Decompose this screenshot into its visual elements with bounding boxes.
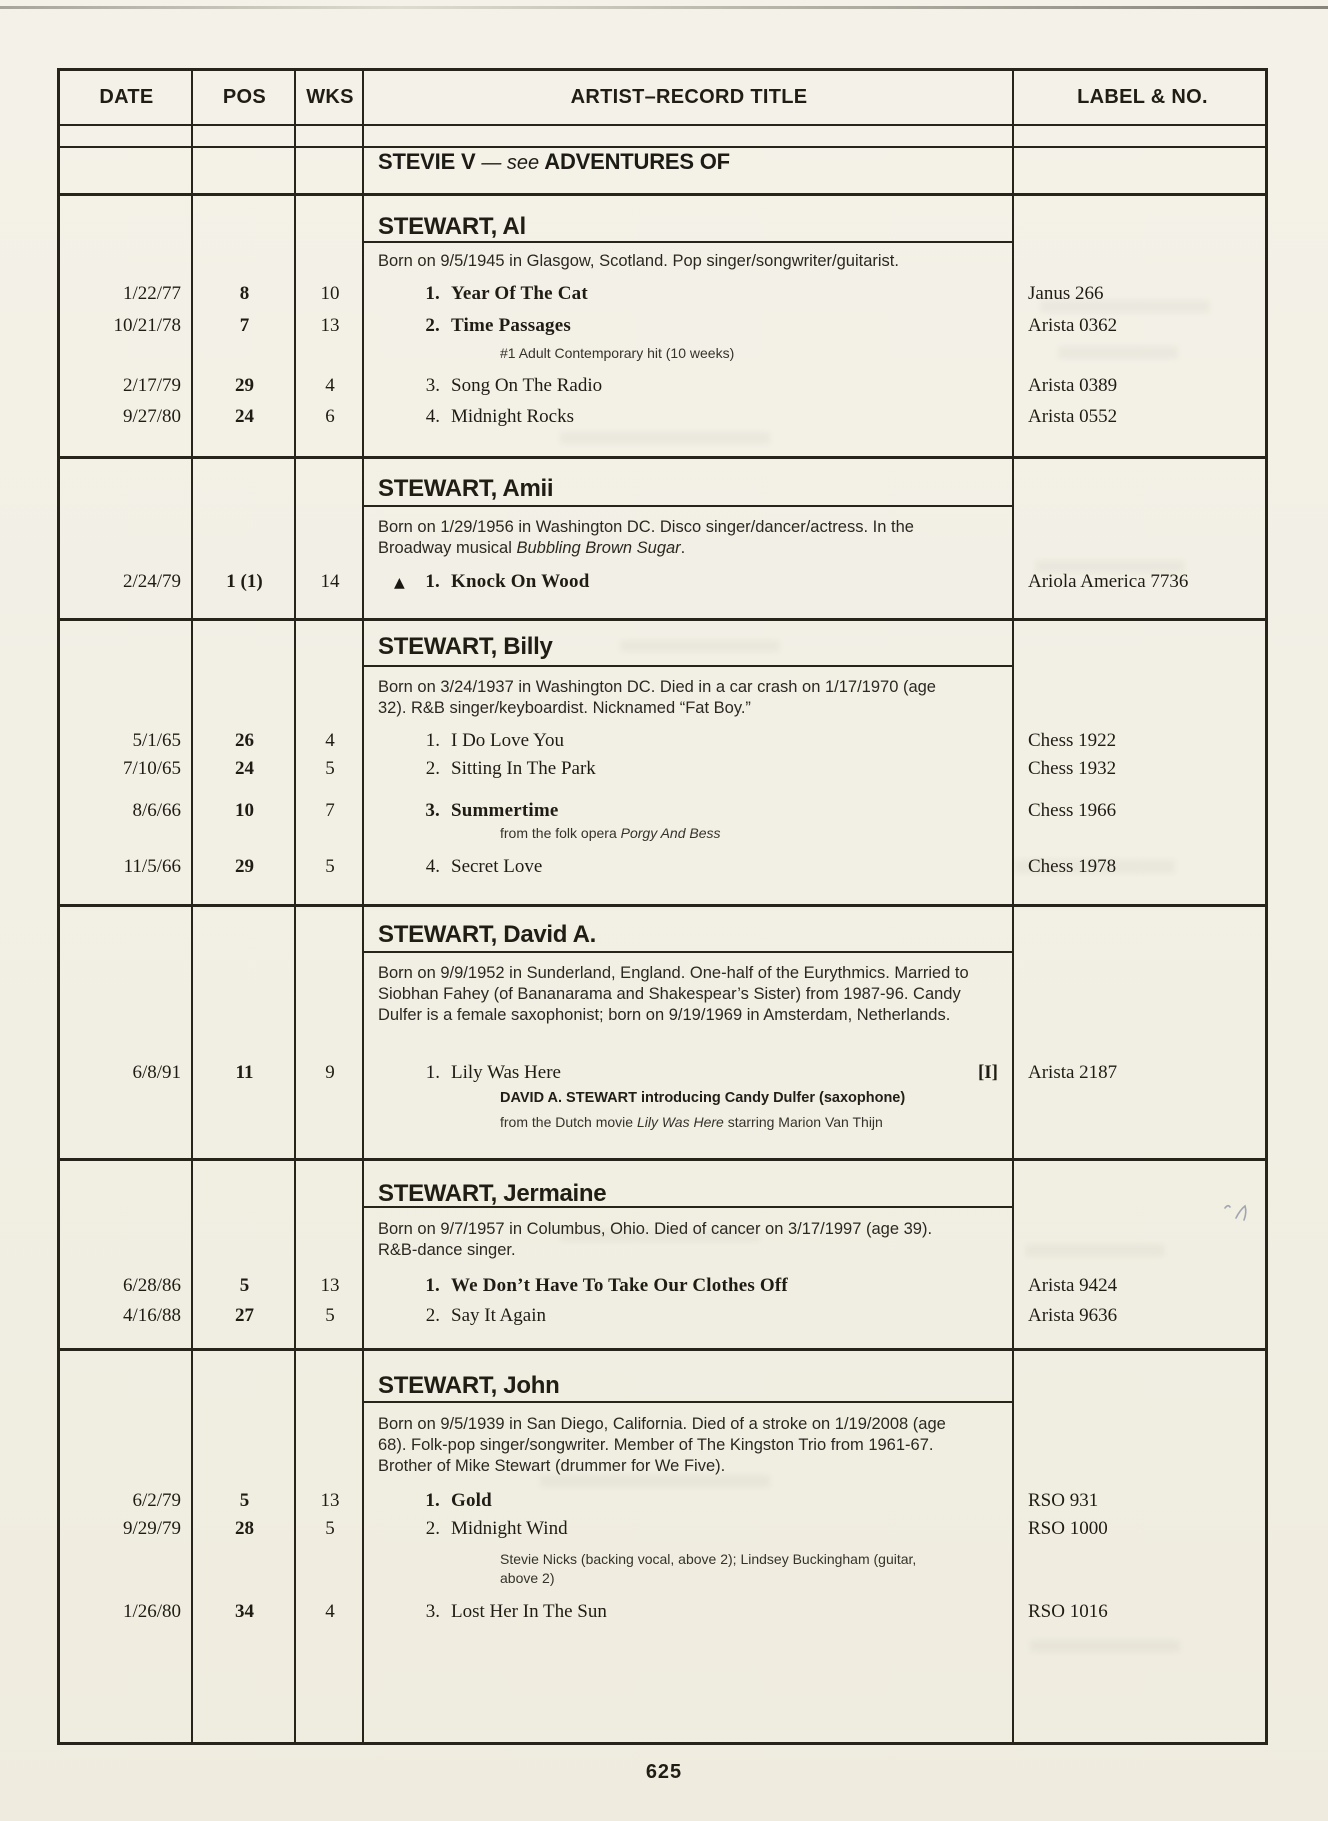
- entry-peak-position: 7: [239, 315, 250, 336]
- chart-entry-row: [60, 1303, 1265, 1329]
- entry-weeks: 6: [325, 406, 335, 427]
- entry-date: 5/1/65: [132, 730, 181, 751]
- entry-peak-position: 28: [235, 1518, 254, 1539]
- entry-label: RSO 1016: [1028, 1601, 1108, 1622]
- entry-label: Chess 1966: [1028, 800, 1117, 821]
- entry-label: RSO 1000: [1028, 1518, 1108, 1539]
- song-credit-note: DAVID A. STEWART introducing Candy Dulfer (saxophone): [500, 1090, 906, 1106]
- entry-peak-position: 24: [235, 406, 254, 427]
- artist-name: STEWART, Jermaine: [378, 1180, 607, 1207]
- artist-name-underline: [362, 1401, 1014, 1403]
- entry-label: Ariola America 7736: [1028, 571, 1189, 592]
- entry-date: 1/26/80: [122, 1601, 181, 1622]
- entry-peak-position: 5: [239, 1490, 250, 1511]
- entry-weeks: 7: [325, 800, 335, 821]
- artist-name: STEWART, Al: [378, 213, 526, 240]
- entry-title: 4. Midnight Rocks: [425, 406, 574, 427]
- entry-peak-position: 1 (1): [226, 571, 263, 592]
- chart-entry-row: [60, 1599, 1265, 1625]
- chart-entry-row: [60, 1273, 1265, 1299]
- artist-name: STEWART, David A.: [378, 921, 597, 948]
- entry-date: 4/16/88: [122, 1305, 181, 1326]
- entry-date: 6/2/79: [132, 1490, 181, 1511]
- entry-date: 2/17/79: [122, 375, 181, 396]
- entry-peak-position: 26: [235, 730, 254, 751]
- entry-title: 2. Sitting In The Park: [425, 758, 596, 779]
- entry-label: Chess 1978: [1028, 856, 1117, 877]
- entry-title: 3. Song On The Radio: [425, 375, 603, 396]
- entry-weeks: 5: [325, 1518, 335, 1539]
- page-number: 625: [645, 1761, 683, 1783]
- chart-entry-row: [60, 854, 1265, 880]
- section-divider: [60, 904, 1265, 907]
- entry-date: 2/24/79: [122, 571, 181, 592]
- section-divider: [60, 456, 1265, 459]
- artist-name: STEWART, John: [378, 1372, 560, 1399]
- entry-label: Arista 9636: [1028, 1305, 1118, 1326]
- entry-label: Arista 0552: [1028, 406, 1118, 427]
- chart-table: [57, 68, 1268, 1745]
- instrumental-flag: [I]: [977, 1062, 998, 1083]
- column-header-date: DATE: [99, 86, 154, 108]
- artist-bio: Born on 9/9/1952 in Sunderland, England. One-half of the Eurythmics. Married to Siobhan Fahey (of Bananarama and Shakespear’s Sister) from 1987-96. Candy Dulfer is a female saxophonist; born on 9/19/1969 in Amsterdam, Netherlands.: [378, 964, 969, 1024]
- chart-entry-row: [60, 1516, 1265, 1542]
- entry-weeks: 4: [325, 730, 335, 751]
- song-note: #1 Adult Contemporary hit (10 weeks): [500, 345, 735, 361]
- header-bottom-rule: [60, 124, 1265, 126]
- scan-edge-artifact: [0, 6, 1328, 9]
- entry-title: 3. Lost Her In The Sun: [425, 1601, 607, 1622]
- chart-entry-row: [60, 728, 1265, 754]
- artist-name: STEWART, Amii: [378, 475, 554, 502]
- entry-weeks: 9: [325, 1062, 335, 1083]
- entry-title: 2. Midnight Wind: [425, 1518, 568, 1539]
- entry-peak-position: 27: [235, 1305, 254, 1326]
- chart-entry-row: [60, 1060, 1265, 1086]
- entry-weeks: 13: [320, 315, 340, 336]
- chart-entry-row: [60, 313, 1265, 339]
- entry-label: Janus 266: [1028, 283, 1104, 304]
- chart-entry-row: [60, 756, 1265, 782]
- entry-date: 9/27/80: [122, 406, 181, 427]
- artist-name: STEWART, Billy: [378, 633, 553, 660]
- entry-weeks: 5: [325, 856, 335, 877]
- chart-entry-row: [60, 404, 1265, 430]
- entry-peak-position: 34: [235, 1601, 254, 1622]
- column-header-title: ARTIST–RECORD TITLE: [570, 86, 808, 108]
- artist-name-underline: [362, 665, 1014, 667]
- column-header-label: LABEL & NO.: [1077, 86, 1208, 108]
- artist-bio: Born on 1/29/1956 in Washington DC. Disco singer/dancer/actress. In the Broadway musical Bubbling Brown Sugar.: [378, 518, 914, 557]
- artist-name-underline: [362, 241, 1014, 243]
- entry-label: Arista 9424: [1028, 1275, 1118, 1296]
- artist-bio: Born on 9/5/1939 in San Diego, California. Died of a stroke on 1/19/2008 (age 68). Folk-pop singer/songwriter. Member of The Kingston Trio from 1961-67. Brother of Mike Stewart (drummer for We Five).: [378, 1415, 946, 1475]
- entry-date: 7/10/65: [122, 758, 181, 779]
- column-header-wks: WKS: [306, 86, 354, 108]
- entry-title: 1. Year Of The Cat: [425, 283, 588, 304]
- entry-title: 1. Gold: [425, 1490, 492, 1511]
- entry-date: 10/21/78: [113, 315, 181, 336]
- entry-title: 2. Say It Again: [425, 1305, 546, 1326]
- entry-label: Chess 1932: [1028, 758, 1117, 779]
- artist-name-underline: [362, 505, 1014, 507]
- entry-weeks: 5: [325, 758, 335, 779]
- artist-name-underline: [362, 951, 1014, 953]
- artist-bio: Born on 9/7/1957 in Columbus, Ohio. Died of cancer on 3/17/1997 (age 39). R&B-dance singer.: [378, 1220, 933, 1259]
- cross-reference: STEVIE V — see ADVENTURES OF: [378, 149, 730, 174]
- entry-date: 11/5/66: [123, 856, 181, 877]
- entry-title: ▲ 1. Knock On Wood: [364, 569, 1014, 595]
- chart-entry-row: [60, 373, 1265, 399]
- entry-title: 4. Secret Love: [425, 856, 543, 877]
- entry-weeks: 4: [325, 375, 335, 396]
- entry-label: Arista 2187: [1028, 1062, 1118, 1083]
- entry-date: 6/8/91: [132, 1062, 181, 1083]
- section-divider: [60, 618, 1265, 621]
- entry-date: 1/22/77: [122, 283, 181, 304]
- artist-bio: Born on 9/5/1945 in Glasgow, Scotland. Pop singer/songwriter/guitarist.: [378, 252, 899, 270]
- column-header-pos: POS: [222, 86, 267, 108]
- cross-reference-target: ADVENTURES OF: [544, 149, 730, 174]
- entry-weeks: 10: [320, 283, 340, 304]
- chart-entry-row: [60, 569, 1265, 595]
- song-note: Stevie Nicks (backing vocal, above 2); Lindsey Buckingham (guitar, above 2): [500, 1551, 917, 1586]
- song-note: from the Dutch movie Lily Was Here starring Marion Van Thijn: [500, 1114, 883, 1130]
- section-divider: [60, 193, 1265, 196]
- entry-weeks: 4: [325, 1601, 335, 1622]
- entry-peak-position: 29: [235, 856, 254, 877]
- entry-label: RSO 931: [1028, 1490, 1099, 1511]
- entry-peak-position: 10: [235, 800, 254, 821]
- song-note: from the folk opera Porgy And Bess: [500, 825, 721, 841]
- entry-title: 3. Summertime: [425, 800, 559, 821]
- entry-label: Arista 0362: [1028, 315, 1118, 336]
- pen-mark-icon: [1222, 1202, 1252, 1224]
- chart-entry-row: [60, 1488, 1265, 1514]
- chart-entry-row: [60, 281, 1265, 307]
- entry-date: 9/29/79: [122, 1518, 181, 1539]
- artist-bio: Born on 3/24/1937 in Washington DC. Died in a car crash on 1/17/1970 (age 32). R&B singer/keyboardist. Nicknamed “Fat Boy.”: [378, 678, 936, 717]
- entry-title: 1. I Do Love You: [425, 730, 564, 751]
- entry-date: 6/28/86: [122, 1275, 181, 1296]
- entry-label: Arista 0389: [1028, 375, 1118, 396]
- entry-date: 8/6/66: [132, 800, 181, 821]
- entry-title: 1. Lily Was Here [I]: [425, 1062, 998, 1083]
- entry-weeks: 14: [320, 571, 340, 592]
- entry-peak-position: 29: [235, 375, 254, 396]
- entry-weeks: 13: [320, 1490, 340, 1511]
- section-divider: [60, 1348, 1265, 1351]
- entry-peak-position: 11: [235, 1062, 254, 1083]
- cross-reference-artist: STEVIE V: [378, 149, 476, 174]
- chart-entry-row: [60, 798, 1265, 824]
- entry-label: Chess 1922: [1028, 730, 1117, 751]
- platinum-triangle-icon: ▲: [394, 575, 405, 591]
- double-rule: [60, 146, 1265, 148]
- entry-peak-position: 8: [239, 283, 250, 304]
- entry-peak-position: 24: [235, 758, 254, 779]
- entry-weeks: 5: [325, 1305, 335, 1326]
- entry-weeks: 13: [320, 1275, 340, 1296]
- table-header-row: [60, 71, 1265, 124]
- section-divider: [60, 1158, 1265, 1161]
- entry-title: 2. Time Passages: [425, 315, 571, 336]
- entry-title: 1. We Don’t Have To Take Our Clothes Off: [425, 1275, 788, 1296]
- entry-peak-position: 5: [239, 1275, 250, 1296]
